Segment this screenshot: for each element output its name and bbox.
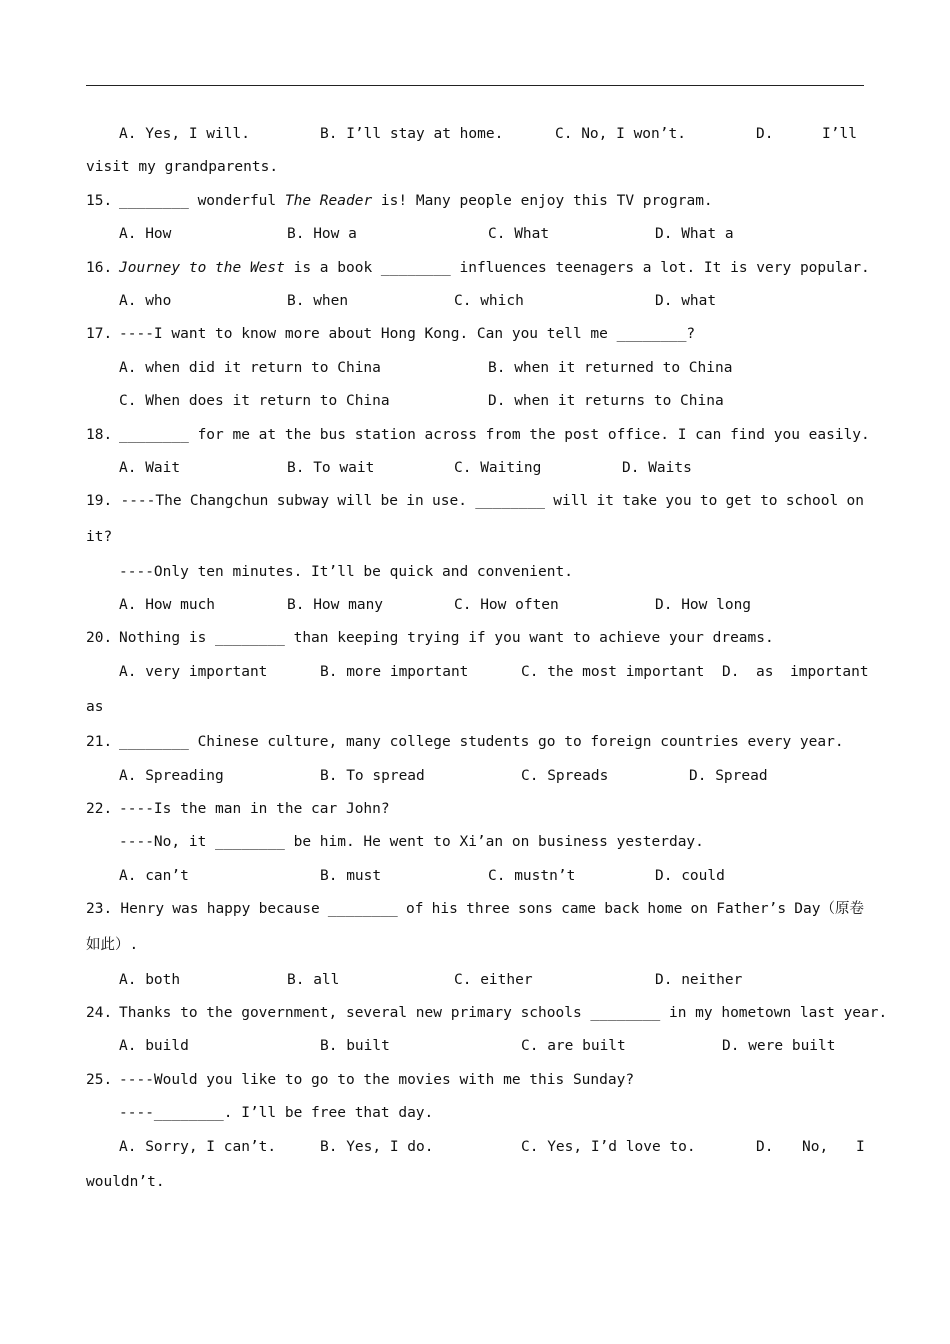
q23-option-a: A. both [119, 971, 181, 988]
q25-option-a: A. Sorry, I can’t. [119, 1138, 277, 1155]
q19-reply: ----Only ten minutes. It’ll be quick and convenient. [119, 563, 573, 580]
word: will [337, 493, 373, 510]
q19-option-c: C. How often [454, 597, 559, 614]
q22-option-b: B. must [320, 867, 382, 884]
word: to [760, 493, 778, 510]
q23-options [86, 964, 864, 997]
question-text: ----Is the man in the car John? [119, 801, 390, 818]
q20-option-a: A. very important [119, 663, 268, 680]
q17-option-a: A. when did it return to China [119, 359, 381, 376]
word: Father’s [716, 901, 787, 918]
question-17 [86, 318, 864, 351]
q24-option-d: D. were built [722, 1038, 836, 1055]
q25-option-d-text: I [856, 1138, 865, 1155]
word: came [561, 901, 597, 918]
question-21 [86, 726, 864, 759]
q17-options-row2 [86, 385, 864, 418]
question-text: ________ for me at the bus station across from the post office. I can find you easily. [119, 426, 870, 443]
q22-option-a: A. can’t [119, 867, 189, 884]
word: you [665, 493, 692, 510]
q20-option-b: B. more important [320, 663, 469, 680]
q25-option-d-text: No, [802, 1138, 829, 1155]
q16-option-d: D. what [655, 292, 717, 309]
justified-line [86, 893, 864, 926]
question-number: 20. [86, 630, 113, 647]
q23-cont: 如此）. [86, 936, 139, 953]
q25-option-d-label: D. [756, 1138, 774, 1155]
q19-option-d: D. How long [655, 597, 752, 614]
question-number: 22. [86, 801, 113, 818]
question-text: Nothing is ________ than keeping trying if you want to achieve your dreams. [119, 630, 774, 647]
question-number: 18. [86, 426, 113, 443]
word: sons [517, 901, 553, 918]
justified-line [86, 485, 864, 518]
q17-options-row1 [86, 352, 864, 385]
q21-option-a: A. Spreading [119, 767, 224, 784]
question-number: 21. [86, 734, 113, 751]
q21-option-d: D. Spread [689, 767, 768, 784]
question-text: influences teenagers a lot. It is very popular. [450, 259, 870, 276]
answer-blank: ________ [380, 259, 451, 276]
question-19 [86, 485, 864, 518]
q22-option-c: C. mustn’t [488, 867, 576, 884]
word: because [258, 901, 320, 918]
q14-option-d-cont: visit my grandparents. [86, 159, 279, 176]
word: take [622, 493, 658, 510]
q16-options [86, 285, 864, 318]
q22-reply: ----No, it ________ be him. He went to Xi’an on business yesterday. [119, 834, 704, 851]
q21-option-c: C. Spreads [521, 767, 609, 784]
question-23 [86, 893, 864, 926]
word: subway [276, 493, 330, 510]
q20-option-d-cont: as [86, 699, 104, 716]
word: in [406, 493, 424, 510]
q15-option-c: C. What [488, 226, 550, 243]
question-number: 19. [86, 493, 113, 510]
question-number: 23. [86, 901, 113, 918]
question-22 [86, 793, 864, 826]
question-text: is a book [284, 259, 381, 276]
answer-blank: ________ [327, 901, 398, 918]
word: of [405, 901, 424, 918]
question-number: 24. [86, 1004, 113, 1021]
q25-reply: ----________. I’ll be free that day. [119, 1105, 434, 1122]
q16-option-b: B. when [287, 292, 349, 309]
question-text: Thanks to the government, several new primary schools ________ in my hometown last year. [119, 1004, 888, 1021]
word: be [380, 493, 398, 510]
q25-options [86, 1131, 864, 1164]
book-title: Journey to the West [119, 259, 285, 276]
question-15 [86, 185, 864, 218]
question-20 [86, 622, 864, 655]
q17-option-d: D. when it returns to China [488, 393, 724, 410]
word: his [431, 901, 458, 918]
q15-option-d: D. What a [655, 226, 734, 243]
question-text: ----Would you like to go to the movies with me this Sunday? [119, 1071, 635, 1088]
word: Day（原卷 [794, 901, 864, 918]
q19-options [86, 589, 864, 622]
answer-blank: ________ [119, 192, 189, 209]
q20-option-d-text: important [790, 663, 869, 680]
q25-option-c: C. Yes, I’d love to. [521, 1138, 696, 1155]
q24-options [86, 1030, 864, 1063]
question-text: wonderful [188, 192, 285, 209]
q20-options [86, 656, 869, 689]
q17-option-c: C. When does it return to China [119, 393, 390, 410]
q15-option-a: A. How [119, 226, 172, 243]
q24-option-a: A. build [119, 1038, 189, 1055]
q18-option-d: D. Waits [622, 459, 692, 476]
word: Changchun [189, 493, 269, 510]
q18-option-a: A. Wait [119, 459, 181, 476]
q15-options [86, 218, 864, 251]
q20-option-c: C. the most important [521, 663, 705, 680]
question-16 [86, 252, 870, 285]
word: back [604, 901, 640, 918]
q14-options [86, 118, 864, 151]
q19-cont: it? [86, 528, 113, 545]
word: home [647, 901, 683, 918]
q16-option-c: C. which [454, 292, 524, 309]
question-24 [86, 997, 888, 1030]
q19-option-b: B. How many [287, 597, 384, 614]
question-text: ________ Chinese culture, many college students go to foreign countries every year. [119, 734, 844, 751]
question-18 [86, 419, 870, 452]
question-number: 15. [86, 192, 113, 209]
q23-option-c: C. either [454, 971, 533, 988]
question-text: is! Many people enjoy this TV program. [372, 192, 713, 209]
q14-option-b: B. I’ll stay at home. [320, 126, 504, 142]
word: school [785, 493, 839, 510]
q22-option-d: D. could [655, 867, 725, 884]
q24-option-b: B. built [320, 1038, 390, 1055]
word: Henry [120, 901, 165, 918]
q25-option-b: B. Yes, I do. [320, 1138, 434, 1155]
q23-option-b: B. all [287, 971, 340, 988]
word: it [596, 493, 614, 510]
word: get [725, 493, 752, 510]
word: ----The [120, 493, 182, 510]
q19-option-a: A. How much [119, 597, 216, 614]
question-text: ----I want to know more about Hong Kong. Can you tell me ________? [119, 326, 696, 343]
question-number: 17. [86, 326, 113, 343]
word: was [172, 901, 199, 918]
word: three [466, 901, 510, 918]
q22-options [86, 860, 864, 893]
q25-option-d-cont: wouldn’t. [86, 1173, 165, 1190]
answer-blank: ________ [475, 493, 546, 510]
q16-option-a: A. who [119, 292, 172, 309]
q14-option-d-text: I’ll [822, 126, 857, 142]
q20-option-d-label: D. [722, 663, 740, 680]
q15-option-b: B. How a [287, 226, 357, 243]
q21-option-b: B. To spread [320, 767, 425, 784]
q18-option-b: B. To wait [287, 459, 375, 476]
word: on [690, 901, 708, 918]
q23-option-d: D. neither [655, 971, 743, 988]
word: to [699, 493, 718, 510]
word: on [846, 493, 864, 510]
word: will [553, 493, 589, 510]
book-title: The Reader [284, 192, 373, 209]
q14-option-a: A. Yes, I will. [119, 126, 250, 142]
q21-options [86, 760, 864, 793]
q24-option-c: C. are built [521, 1038, 626, 1055]
q17-option-b: B. when it returned to China [488, 359, 733, 376]
q20-option-d-text: as [756, 663, 774, 680]
word: happy [206, 901, 251, 918]
q14-option-d-label: D. [756, 126, 774, 142]
exam-page [86, 118, 888, 1201]
word: use. [432, 493, 467, 510]
question-number: 16. [86, 259, 113, 276]
question-25 [86, 1064, 864, 1097]
q14-option-c: C. No, I won’t. [555, 126, 686, 142]
q18-option-c: C. Waiting [454, 459, 542, 476]
header-rule [86, 85, 864, 86]
question-number: 25. [86, 1071, 113, 1088]
q18-options [86, 452, 864, 485]
